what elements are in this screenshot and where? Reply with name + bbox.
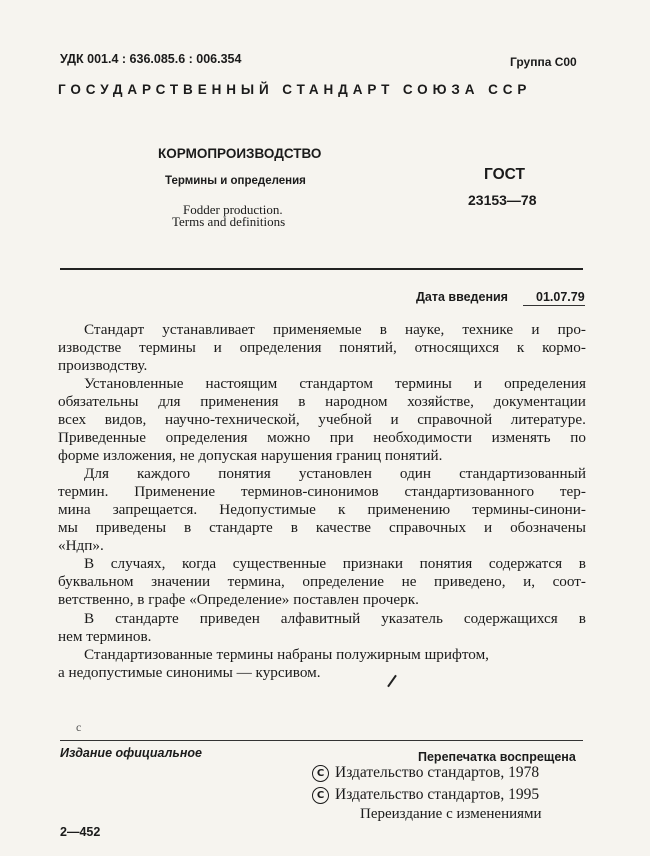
page-code: 2—452 [60,825,101,839]
word: видов, [104,410,147,428]
word: в [183,518,192,536]
word: в [379,321,387,338]
word: для [158,393,181,411]
paragraph-line [58,465,586,483]
word: когда [182,555,217,573]
copyright-text-2: Издательство стандартов, 1995 [335,786,540,803]
word: применению [367,500,451,518]
word: термина, [227,573,285,591]
word: научно-технической, [164,410,300,428]
word: учебной [318,410,372,428]
word: и [390,410,399,428]
word: приведено, [434,573,506,591]
word: запрещается. [112,500,198,518]
copyright-line-1 [312,764,539,782]
paragraph-line [58,429,586,447]
paragraph-line: форме изложения, не допуская нарушения границ понятий. [58,446,443,464]
word: тер- [559,483,586,501]
word: каждого [136,465,191,483]
word: к [516,338,525,356]
word: и [483,518,493,536]
word: стандарте [115,609,179,627]
word: указатель [381,609,443,627]
word: хозяйстве, [407,393,474,411]
paragraph-line [58,501,586,519]
word: термин. [58,483,109,501]
word: в [290,518,298,536]
english-title-line-2: Terms and definitions [172,214,286,229]
paragraph-line: Стандартизованные термины набраны полужирным шрифтом, [84,646,489,664]
word: науке, [405,321,445,338]
word: при [329,428,354,446]
word: в [578,555,586,573]
word: по [570,428,586,446]
official-edition-label: Издание официальное [60,746,202,760]
paragraph-line: а недопустимые синонимы — курсивом. [58,664,321,682]
intro-date-value: 01.07.79 [536,290,585,304]
word: определения [165,428,248,446]
word: Недопустимые [219,500,316,518]
paragraph-line [58,573,586,591]
paragraph-line: производству. [58,356,148,374]
word: стандартизованного [404,483,535,501]
copyright-line-2 [312,786,539,804]
document-topic: КОРМОПРОИЗВОДСТВО [158,146,322,161]
footer-rule [60,740,583,741]
word: применения [200,393,279,411]
word: в [578,609,586,627]
word: стандартом [299,375,373,393]
word: и [531,321,540,338]
word: буквальном [58,573,134,591]
header-rule [60,268,583,270]
paragraph-line [58,483,586,501]
word: термины [395,375,452,393]
word: в [298,393,306,411]
word: не [401,573,417,591]
word: технике [462,321,514,338]
stray-mark: с [76,720,82,734]
word: Стандарт [84,321,145,338]
word: признаки [342,555,403,573]
word: обязательны [58,393,139,411]
word: В [84,609,95,627]
document-body [58,320,586,683]
paragraph-line [58,375,586,393]
word: один [399,465,432,483]
word: необходимости [373,428,473,446]
word: справочной [417,410,493,428]
english-title-line-1: Fodder production. [183,202,283,217]
word: алфавитный [280,609,361,627]
word: Применение [134,483,216,501]
group-code: Группа С00 [510,55,577,69]
copyright-icon: C [312,765,329,782]
word: справочных [389,518,467,536]
word: приведены [95,518,167,536]
paragraph-line [58,339,586,357]
word: стандарте [209,518,273,536]
word: Для [84,465,109,483]
word: содержатся [488,555,563,573]
word: существенные [232,555,327,573]
word: содержащихся [463,609,558,627]
copyright-icon: C [312,787,329,804]
word: и, [523,573,535,591]
state-standard-heading: ГОСУДАРСТВЕННЫЙ СТАНДАРТ СОЮЗА ССР [58,82,532,97]
gost-number: 23153—78 [468,192,537,208]
document-subtitle: Термины и определения [165,175,306,187]
word: к [338,500,346,518]
paragraph-line: «Ндп». [58,536,104,554]
word: можно [267,428,311,446]
word: всех [58,410,87,428]
word: литературе. [510,410,586,428]
word: понятия [419,555,473,573]
reissue-note: Переиздание с изменениями [360,806,542,822]
word: В [84,555,95,573]
word: народном [325,393,388,411]
word: термины [139,338,196,356]
word: установлен [298,465,372,483]
word: и [213,338,222,356]
word: определение [302,573,385,591]
word: приведен [199,609,260,627]
word: мина [58,500,91,518]
copyright-text-1: Издательство стандартов, 1978 [335,764,540,781]
paragraph-line [58,393,586,411]
intro-date-label: Дата введения [416,290,508,304]
word: применяемые [272,321,362,338]
word: про- [557,321,586,338]
udk-code: УДК 001.4 : 636.085.6 : 006.354 [60,52,242,66]
word: устанавливает [162,321,255,338]
word: Установленные [84,375,184,393]
paragraph-line [58,519,586,537]
word: определения [504,375,586,393]
word: обозначены [510,518,586,536]
word: документации [493,393,586,411]
word: качестве [315,518,372,536]
word: настоящим [205,375,278,393]
paragraph-line: ветственно, в графе «Определение» поставлен прочерк. [58,590,419,608]
word: понятий, [339,338,397,356]
paragraph-line [58,610,586,628]
word: изводстве [58,338,122,356]
word: кормо- [542,338,586,356]
gost-label: ГОСТ [484,166,525,183]
word: стандартизованный [459,465,586,483]
word: определения [239,338,322,356]
paragraph-line: нем терминов. [58,627,152,645]
paragraph-line [58,321,586,339]
word: понятия [218,465,271,483]
word: случаях, [110,555,166,573]
paragraph-line [58,555,586,573]
reprint-prohibited-label: Перепечатка воспрещена [418,750,576,764]
paragraph-line [58,411,586,429]
intro-date-underline [523,305,585,306]
word: термины-синони- [472,500,586,518]
word: терминов-синонимов [241,483,379,501]
word: Приведенные [58,428,146,446]
word: изменять [491,428,551,446]
word: соот- [552,573,586,591]
word: значении [151,573,211,591]
word: и [473,375,483,393]
word: мы [58,518,78,536]
word: относящихся [414,338,500,356]
